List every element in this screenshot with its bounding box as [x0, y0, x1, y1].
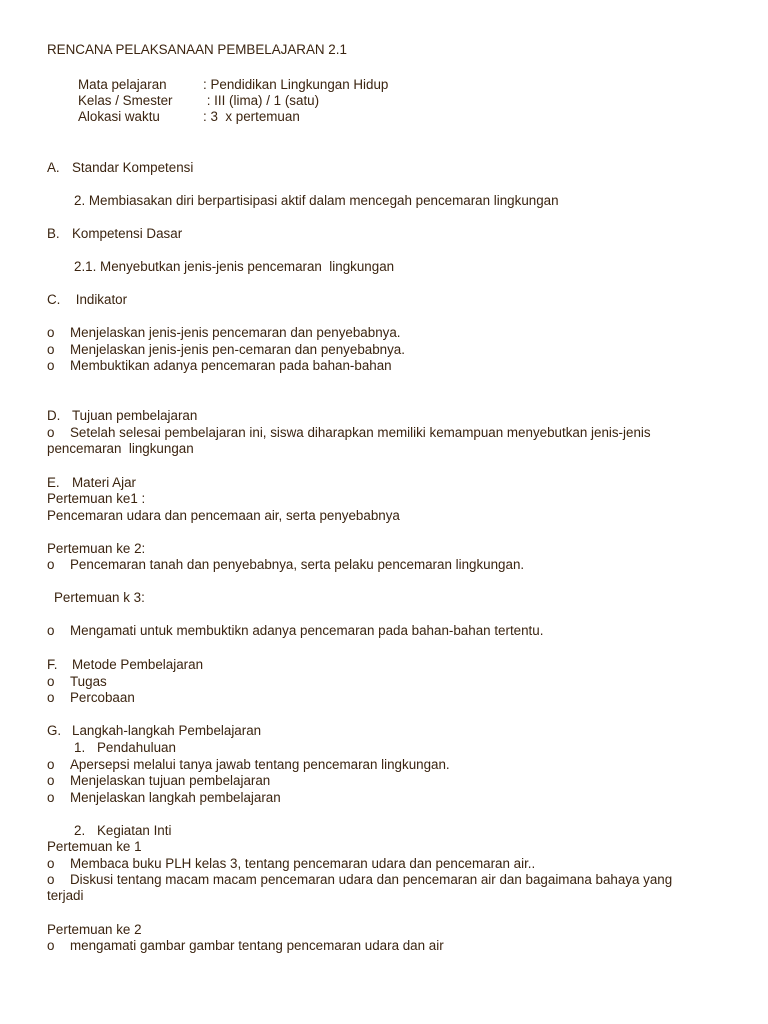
subsection-title: Pendahuluan	[97, 740, 176, 755]
section-letter: A.	[47, 160, 60, 175]
section-title: Tujuan pembelajaran	[72, 408, 198, 423]
section-title: Metode Pembelajaran	[72, 657, 204, 672]
section-a-heading	[47, 160, 193, 176]
meeting-label: Pertemuan ke 2	[47, 922, 142, 937]
list-item	[47, 757, 450, 773]
subsection-number: 1.	[74, 740, 86, 755]
info-label: Alokasi waktu	[78, 109, 160, 124]
section-b-heading	[47, 226, 182, 242]
section-letter: E.	[47, 475, 60, 490]
list-item-continuation: terjadi	[47, 888, 84, 903]
list-item	[47, 790, 281, 806]
section-letter: G.	[47, 723, 62, 738]
bullet-icon: o	[47, 757, 55, 772]
document-title: RENCANA PELAKSANAAN PEMBELAJARAN 2.1	[47, 42, 347, 57]
list-item-continuation: pencemaran lingkungan	[47, 441, 194, 456]
bullet-icon: o	[47, 790, 55, 805]
list-item	[47, 342, 405, 358]
list-item	[47, 773, 270, 789]
list-item-text: mengamati gambar gambar tentang pencemaran udara dan air	[70, 938, 444, 953]
subsection-heading	[74, 823, 171, 839]
list-item	[47, 856, 535, 872]
section-a-item: 2. Membiasakan diri berpartisipasi aktif dalam mencegah pencemaran lingkungan	[74, 193, 559, 208]
meeting-label: Pertemuan k 3:	[54, 590, 145, 605]
list-item	[47, 674, 107, 690]
bullet-icon: o	[47, 425, 55, 440]
section-title: Kompetensi Dasar	[72, 226, 183, 241]
list-item	[47, 425, 651, 441]
section-c-heading	[47, 292, 127, 308]
section-letter: C.	[47, 292, 61, 307]
bullet-icon: o	[47, 690, 55, 705]
bullet-icon: o	[47, 773, 55, 788]
bullet-icon: o	[47, 557, 55, 572]
bullet-icon: o	[47, 872, 55, 887]
info-row-class	[78, 93, 319, 109]
meeting-label: Pertemuan ke1 :	[47, 491, 146, 506]
bullet-icon: o	[47, 342, 55, 357]
section-letter: D.	[47, 408, 61, 423]
section-b-item: 2.1. Menyebutkan jenis-jenis pencemaran lingkungan	[74, 259, 395, 274]
list-item-text: Pencemaran tanah dan penyebabnya, serta pelaku pencemaran lingkungan.	[70, 557, 525, 572]
meeting-text: Pencemaran udara dan pencemaan air, serta penyebabnya	[47, 508, 400, 523]
list-item-text: Diskusi tentang macam macam pencemaran udara dan pencemaran air dan bagaimana bahaya yang	[70, 872, 673, 887]
bullet-icon: o	[47, 623, 55, 638]
info-row-subject	[78, 77, 388, 93]
subsection-heading	[74, 740, 176, 756]
subsection-title: Kegiatan Inti	[97, 823, 172, 838]
list-item-text: Menjelaskan langkah pembelajaran	[70, 790, 281, 805]
info-value: : Pendidikan Lingkungan Hidup	[203, 77, 389, 92]
list-item	[47, 325, 401, 341]
section-g-heading	[47, 723, 261, 739]
bullet-icon: o	[47, 358, 55, 373]
section-title: Standar Kompetensi	[72, 160, 194, 175]
section-d-heading	[47, 408, 197, 424]
section-e-heading	[47, 475, 136, 491]
section-f-heading	[47, 657, 203, 673]
section-letter: B.	[47, 226, 60, 241]
list-item-text: Apersepsi melalui tanya jawab tentang pencemaran lingkungan.	[70, 757, 450, 772]
meeting-label: Pertemuan ke 1	[47, 839, 142, 854]
bullet-icon: o	[47, 856, 55, 871]
info-row-time	[78, 109, 300, 125]
list-item	[47, 358, 392, 374]
section-title: Langkah-langkah Pembelajaran	[72, 723, 262, 738]
subsection-number: 2.	[74, 823, 86, 838]
list-item	[47, 690, 135, 706]
list-item	[47, 938, 444, 954]
list-item	[47, 872, 672, 888]
section-title: Indikator	[72, 292, 128, 307]
info-value: : 3 x pertemuan	[203, 109, 300, 124]
list-item-text: Menjelaskan tujuan pembelajaran	[70, 773, 271, 788]
info-label: Mata pelajaran	[78, 77, 167, 92]
list-item-text: Tugas	[70, 674, 107, 689]
list-item-text: Membuktikan adanya pencemaran pada bahan-bahan	[70, 358, 392, 373]
bullet-icon: o	[47, 674, 55, 689]
list-item-text: Menjelaskan jenis-jenis pen-cemaran dan penyebabnya.	[70, 342, 405, 357]
info-value: : III (lima) / 1 (satu)	[203, 93, 320, 108]
bullet-icon: o	[47, 325, 55, 340]
meeting-label: Pertemuan ke 2:	[47, 541, 146, 556]
section-letter: F.	[47, 657, 58, 672]
list-item	[47, 557, 524, 573]
list-item-text: Mengamati untuk membuktikn adanya pencemaran pada bahan-bahan tertentu.	[70, 623, 544, 638]
section-title: Materi Ajar	[72, 475, 136, 490]
list-item-text: Membaca buku PLH kelas 3, tentang pencemaran udara dan pencemaran air..	[70, 856, 536, 871]
list-item-text: Setelah selesai pembelajaran ini, siswa diharapkan memiliki kemampuan menyebutkan jenis-jenis	[70, 425, 651, 440]
list-item-text: Percobaan	[70, 690, 135, 705]
list-item-text: Menjelaskan jenis-jenis pencemaran dan penyebabnya.	[70, 325, 401, 340]
info-label: Kelas / Smester	[78, 93, 173, 108]
bullet-icon: o	[47, 938, 55, 953]
list-item	[47, 623, 543, 639]
